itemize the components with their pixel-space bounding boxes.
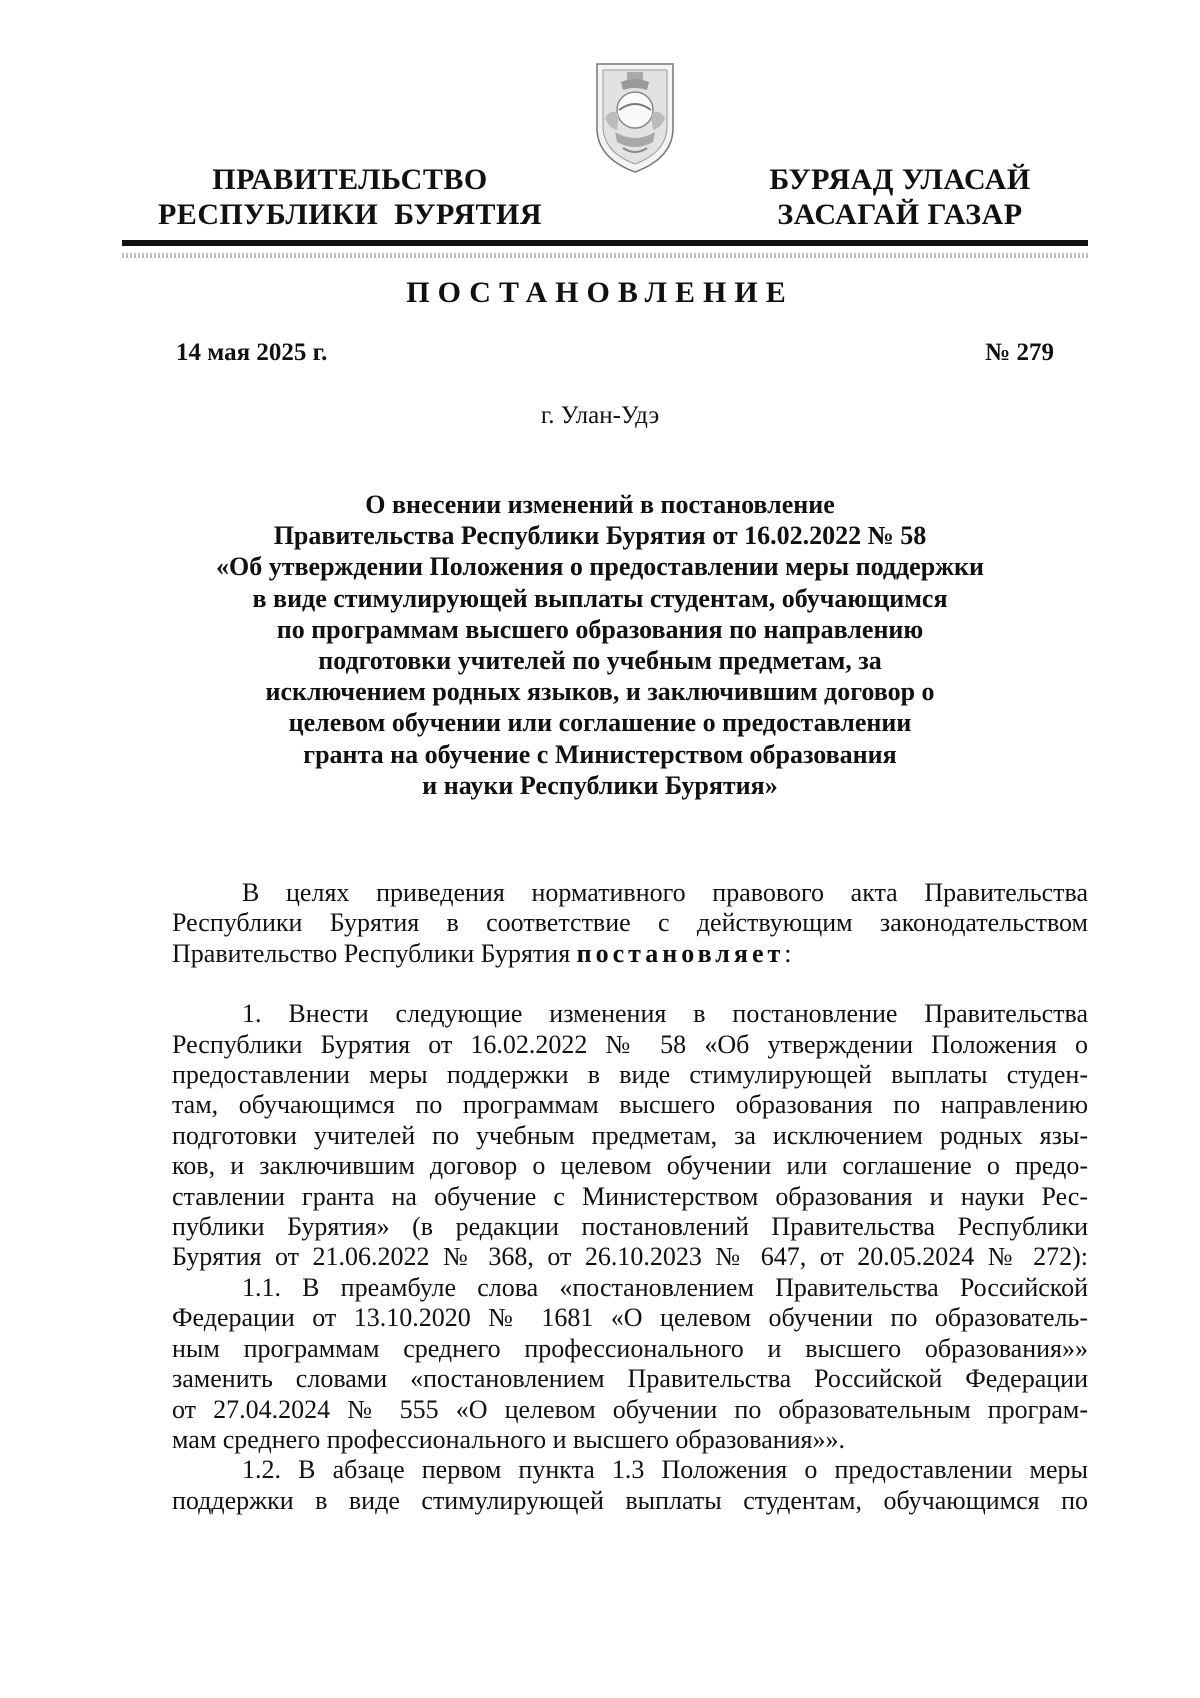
document-city: г. Улан-Удэ bbox=[540, 402, 660, 429]
document-body bbox=[172, 878, 1088, 1516]
header-right-line: ЗАСАГАЙ ГАЗАР bbox=[777, 198, 1023, 231]
body-line: ков, и заключившим договор о целевом обучении или соглашение о предо- bbox=[172, 1151, 1088, 1181]
body-line bbox=[172, 939, 1088, 969]
body-line: ным программам среднего профессионального и высшего образования»» bbox=[172, 1333, 1088, 1363]
header-rule-thin bbox=[122, 253, 1088, 258]
title-line: исключением родных языков, и заключившим договор о bbox=[265, 677, 935, 707]
body-line: подготовки учителей по учебным предметам, за исключением родных язы- bbox=[172, 1120, 1088, 1150]
government-name-buryat bbox=[730, 162, 1070, 232]
body-line: 1. Внести следующие изменения в постановление Правительства bbox=[242, 999, 1088, 1029]
preamble-paragraph bbox=[172, 878, 1088, 969]
title-line: целевом обучении или соглашение о предоставлении bbox=[288, 708, 912, 738]
body-line: В целях приведения нормативного правового акта Правительства bbox=[242, 878, 1088, 907]
body-line: там, обучающимся по программам высшего образования по направлению bbox=[172, 1090, 1088, 1120]
clause-1-2-paragraph bbox=[172, 1455, 1088, 1516]
header-rule-thick bbox=[122, 240, 1088, 246]
title-line: и науки Республики Бурятия» bbox=[422, 770, 778, 800]
document-number: № 279 bbox=[985, 339, 1054, 366]
preamble-prefix: Правительство Республики Бурятия bbox=[172, 938, 577, 968]
body-line: 1.1. В преамбуле слова «постановлением Правительства Российской bbox=[242, 1272, 1088, 1302]
title-line: по программам высшего образования по направлению bbox=[276, 614, 924, 644]
title-line: Правительства Республики Бурятия от 16.02.2022 № 58 bbox=[273, 521, 927, 551]
document-title bbox=[170, 489, 1030, 801]
body-line: от 27.04.2024 № 555 «О целевом обучении по образовательным програм- bbox=[172, 1394, 1088, 1424]
title-line: «Об утверждении Положения о предоставлении меры поддержки bbox=[216, 552, 984, 582]
body-line: Республики Бурятия в соответствие с действующим законодательством bbox=[172, 908, 1088, 938]
paragraph-gap bbox=[172, 969, 1088, 999]
body-line: Федерации от 13.10.2020 № 1681 «О целевом обучении по образователь- bbox=[172, 1303, 1088, 1333]
document-type: ПОСТАНОВЛЕНИЕ bbox=[406, 276, 794, 309]
title-line: в виде стимулирующей выплаты студентам, обучающимся bbox=[252, 583, 948, 613]
government-name-russian bbox=[150, 162, 550, 232]
title-line: подготовки учителей по учебным предметам, за bbox=[318, 646, 882, 676]
document-date: 14 мая 2025 г. bbox=[176, 339, 328, 366]
body-line: поддержки в виде стимулирующей выплаты студентам, обучающимся по bbox=[172, 1485, 1088, 1515]
header-left-line: ПРАВИТЕЛЬСТВО bbox=[212, 163, 488, 196]
body-line: мам среднего профессионального и высшего образования»». bbox=[172, 1424, 846, 1454]
body-line: Республики Бурятия от 16.02.2022 № 58 «Об утверждении Положения о bbox=[172, 1029, 1088, 1059]
body-line: ставлении гранта на обучение с Министерством образования и науки Рес- bbox=[172, 1181, 1088, 1211]
body-line: Бурятия от 21.06.2022 № 368, от 26.10.2023 № 647, от 20.05.2024 № 272): bbox=[172, 1242, 1088, 1272]
body-line: предоставлении меры поддержки в виде стимулирующей выплаты студен- bbox=[172, 1060, 1088, 1090]
coat-of-arms-icon bbox=[591, 58, 679, 176]
title-line: гранта на обучение с Министерством образования bbox=[303, 739, 897, 769]
clause-1-paragraph bbox=[172, 999, 1088, 1273]
body-line: публики Бурятия» (в редакции постановлений Правительства Республики bbox=[172, 1212, 1088, 1242]
body-line: 1.2. В абзаце первом пункта 1.3 Положения о предоставлении меры bbox=[242, 1455, 1088, 1485]
title-line: О внесении изменений в постановление bbox=[365, 490, 835, 519]
clause-1-1-paragraph bbox=[172, 1273, 1088, 1455]
body-line: заменить словами «постановлением Правительства Российской Федерации bbox=[172, 1364, 1088, 1394]
header-left-line: РЕСПУБЛИКИ БУРЯТИЯ bbox=[157, 198, 543, 231]
decree-word: постановляет bbox=[576, 938, 785, 968]
header-right-line: БУРЯАД УЛАСАЙ bbox=[769, 163, 1031, 196]
preamble-suffix: : bbox=[784, 938, 792, 968]
